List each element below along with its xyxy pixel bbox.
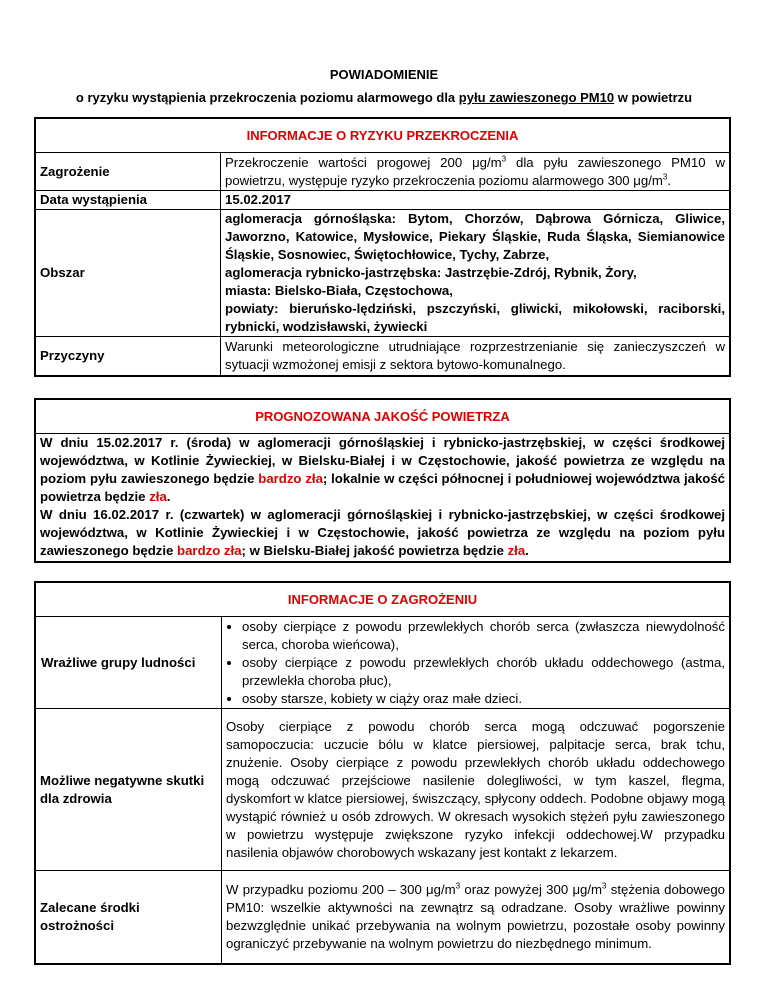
risk-info-heading: INFORMACJE O RYZYKU PRZEKROCZENIA [246, 128, 519, 143]
area-agglomeration-rybnik: aglomeracja rybnicko-jastrzębska: Jastrzębie-Zdrój, Rybnik, Żory, [225, 265, 637, 280]
threat-value: Przekroczenie wartości progowej 200 $\mu g/m^3$ dla pyłu zawieszonego PM10 w powietrzu, występuje ryzyko przekroczenia poziomu alarmowego 300 $\mu g/m^3$. [221, 153, 730, 191]
area-agglomeration-upper-silesia: aglomeracja górnośląska: Bytom, Chorzów, Dąbrowa Górnicza, Gliwice, Jaworzno, Katowice, Mysłowice, Piekary Śląskie, Ruda Śląska, Siemianowice Śląskie, Sosnowiec, Świętochłowice, Tychy, Zabrze, [225, 211, 725, 262]
hazard-info-box [34, 581, 731, 965]
risk-info-box [34, 117, 731, 377]
forecast-day1: W dniu 15.02.2017 r. (środa) w aglomeracji górnośląskiej i rybnicko-jastrzębskiej, w części środkowej województwa, w Kotlinie Żywieckiej, w Bielsku-Białej i w Częstochowie, jakość powietrza ze względu na poziom pyłu zawieszonego będzie bardzo zła; lokalnie w części północnej i południowej województwa jakość powietrza będzie zła. [40, 435, 726, 504]
groups-list [222, 618, 725, 708]
area-label: Obszar [36, 210, 221, 337]
cause-label: Przyczyny [36, 337, 221, 375]
effects-value: Osoby cierpiące z powodu chorób serca mogą odczuwać pogorszenie samopoczucia: uczucie bólu w klatce piersiowej, palpitacje serca, brak tchu, znużenie. Osoby cierpiące z powodu przewlekłych chorób układu oddechowego mogą odczuwać przejściowe nasilenie dolegliwości, w tym kaszel, flegma, dyskomfort w klatce piersiowej, świszczący, spłycony oddech. Podobne objawy mogą wystąpić również u osób zdrowych. W okresach wysokich stężeń pyłu zawieszonego w powietrzu występuje zwiększone ryzyko infekcji oddechowej.W przypadku nasilenia objawów chorobowych wskazany jest kontakt z lekarzem. [222, 709, 730, 871]
subtitle-pre: o ryzyku wystąpienia przekroczenia poziomu alarmowego dla [75, 90, 459, 105]
cause-value: Warunki meteorologiczne utrudniające rozprzestrzenianie się zanieczyszczeń w sytuacji wzmożonej emisji z sektora bytowo-komunalnego. [221, 337, 730, 375]
list-item: • osoby cierpiące z powodu przewlekłych chorób serca (zwłaszcza niewydolność serca, choroba wieńcowa), [242, 618, 725, 654]
list-item: • osoby starsze, kobiety w ciąży oraz małe dzieci. [242, 690, 725, 708]
threat-label: Zagrożenie [36, 153, 221, 191]
area-value [221, 210, 730, 337]
subtitle-post: w powietrzu [614, 90, 693, 105]
subtitle-pollutant: pyłu zawieszonego PM10 [458, 90, 615, 105]
precaution-value: W przypadku poziomu 200 – 300 $\mu g/m^3$ oraz powyżej 300 $\mu g/m^3$ stężenia dobowego PM10: wszelkie aktywności na zewnątrz są odradzane. Osoby wrażliwe powinny bezwzględnie unikać przebywania na wolnym powietrzu, pozostałe osoby powinny ograniczyć przebywanie na wolnym powietrzu do niezbędnego minimum. [222, 871, 730, 963]
forecast-heading: PROGNOZOWANA JAKOŚĆ POWIETRZA [36, 400, 729, 434]
date-label: Data wystąpienia [36, 191, 221, 210]
groups-label: Wrażliwe grupy ludności [36, 617, 222, 709]
forecast-day2: W dniu 16.02.2017 r. (czwartek) w aglomeracji górnośląskiej i rybnicko-jastrzębskiej, w części środkowej województwa, w Kotlinie Żywieckiej i w Częstochowie, jakość powietrza ze względu na poziom pyłu zawieszonego będzie bardzo zła; w Bielsku-Białej jakość powietrza będzie zła. [40, 507, 725, 558]
date-value: 15.02.2017 [221, 191, 730, 210]
effects-label: Możliwe negatywne skutki dla zdrowia [36, 709, 222, 871]
area-cities: miasta: Bielsko-Biała, Częstochowa, [225, 283, 453, 298]
risk-info-table [36, 152, 729, 375]
area-counties: powiaty: bieruńsko-lędziński, pszczyński, gliwicki, mikołowski, raciborski, rybnicki, wodzisławski, żywiecki [225, 301, 725, 334]
hazard-info-heading: INFORMACJE O ZAGROŻENIU [287, 592, 478, 607]
groups-value [222, 617, 730, 709]
list-item: • osoby cierpiące z powodu przewlekłych chorób układu oddechowego (astma, przewlekła choroba płuc), [242, 654, 725, 690]
hazard-info-table [36, 616, 729, 963]
forecast-box [34, 398, 731, 563]
document-title: POWIADOMIENIE [329, 67, 439, 82]
document-subtitle [0, 90, 768, 105]
precaution-label: Zalecane środki ostrożności [36, 871, 222, 963]
